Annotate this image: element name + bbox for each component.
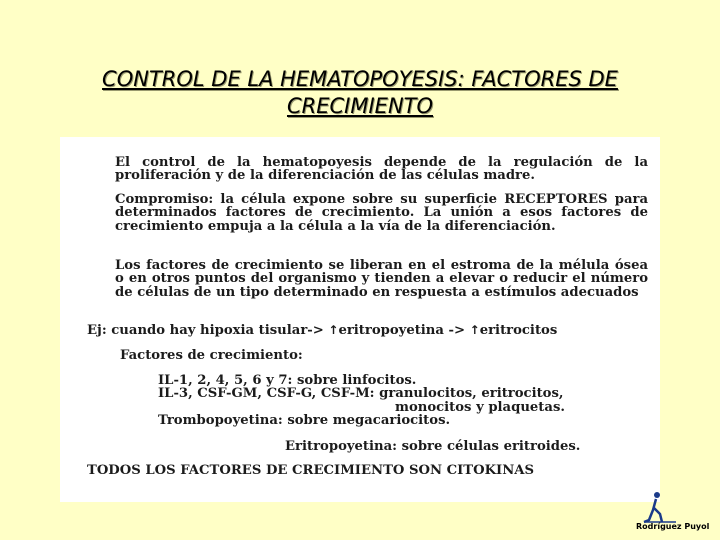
content-image <box>60 137 660 502</box>
title-line-2: CRECIMIENTO <box>286 94 434 118</box>
factor-item-csf-cont: monocitos y plaquetas. <box>395 399 565 415</box>
example-mid: eritropoyetina -> <box>338 323 466 338</box>
up-arrow-icon-2: ↑ <box>469 323 480 337</box>
logo-text: Rodríguez Puyol <box>636 522 710 531</box>
paragraph-hematopoiesis-control: El control de la hematopoyesis depende de la regulación de la proliferación y de la diferenciación de las células madre. <box>115 155 648 184</box>
paragraph-commitment: Compromiso: la célula expone sobre su superficie RECEPTORES para determinados factores de crecimiento. La unión a esos factores de crecimiento empuja a la célula a la vía de la diferenciación. <box>115 192 648 234</box>
up-arrow-icon: ↑ <box>328 323 339 337</box>
factor-item-thrombopoietin: Trombopoyetina: sobre megacariocitos. <box>158 413 451 429</box>
paragraph-growth-factors-release: Los factores de crecimiento se liberan en el estroma de la mélula ósea o en otros puntos del organismo y tienden a elevar o reducir el número de células de un tipo determinado en respuesta a estímulos adecuados <box>115 258 648 300</box>
factors-heading: Factores de crecimiento: <box>120 348 303 363</box>
author-logo <box>636 490 716 534</box>
factor-item-erythropoietin: Eritropoyetina: sobre células eritroides. <box>285 439 581 454</box>
slide-title <box>0 66 720 120</box>
example-line <box>87 324 667 337</box>
example-end: eritrocitos <box>479 323 558 338</box>
factors-list <box>158 374 638 428</box>
factor-item-interleukins: IL-1, 2, 4, 5, 6 y 7: sobre linfocitos. <box>158 373 417 388</box>
figure-logo-icon <box>640 490 680 524</box>
title-line-1: CONTROL DE LA HEMATOPOYESIS: FACTORES DE <box>102 67 618 91</box>
factor-item-csf: IL-3, CSF-GM, CSF-G, CSF-M: granulocitos, eritrocitos, <box>158 386 564 402</box>
conclusion-line: TODOS LOS FACTORES DE CRECIMIENTO SON CITOKINAS <box>87 463 535 478</box>
example-prefix: Ej: cuando hay hipoxia tisular-> <box>87 323 324 338</box>
